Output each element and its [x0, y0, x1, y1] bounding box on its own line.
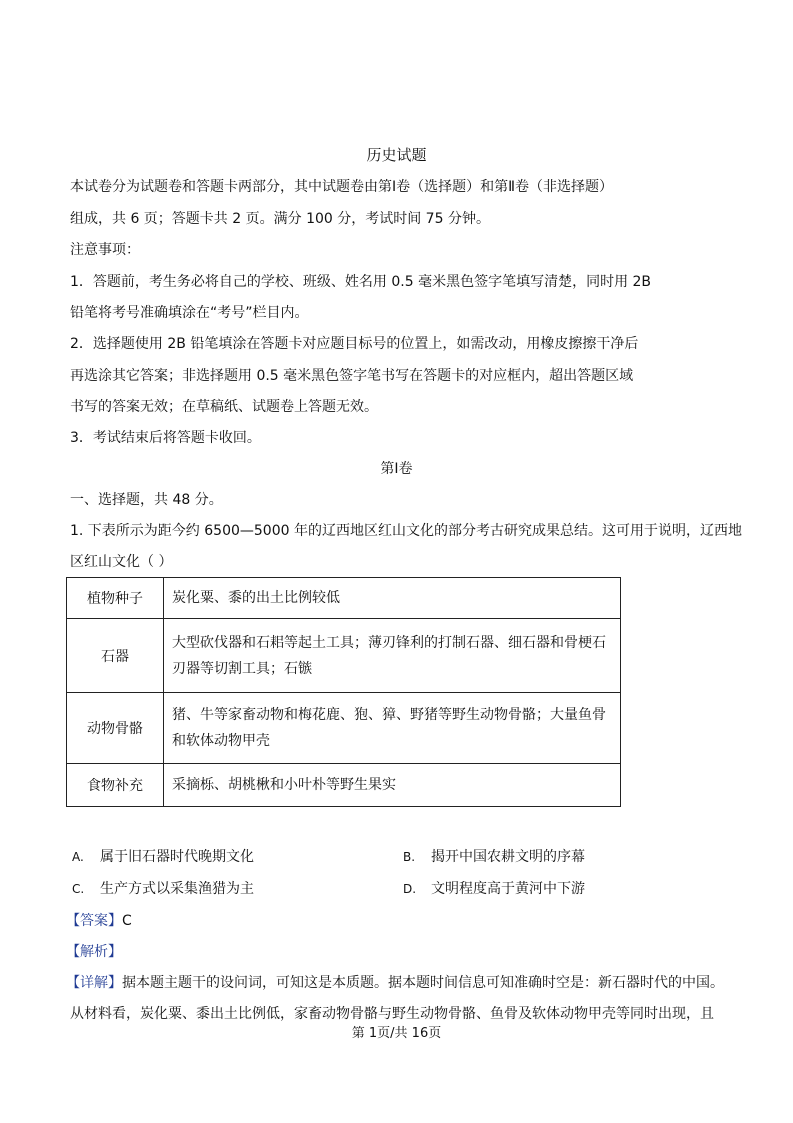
- option-b: [403, 847, 585, 867]
- note-2-line-3: 书写的答案无效；在草稿纸、试题卷上答题无效。: [70, 399, 378, 415]
- option-letter: C.: [72, 882, 85, 896]
- detail-text-1: 据本题主题干的设问词，可知这是本质题。据本题时间信息可知准确时空是：新石器时代的中国。: [122, 975, 724, 991]
- table-value-cell: 采摘栎、胡桃楸和小叶朴等野生果实: [164, 764, 621, 807]
- answer-line: [66, 911, 132, 931]
- option-text: 生产方式以采集渔猎为主: [100, 881, 254, 897]
- table-value-cell: 炭化粟、黍的出土比例较低: [164, 578, 621, 619]
- table-row: [67, 764, 621, 807]
- note-2-line-1: 2．选择题使用 2B 铅笔填涂在答题卡对应题目标号的位置上，如需改动，用橡皮擦擦干净后: [70, 336, 639, 352]
- answer-label: 【答案】: [66, 913, 122, 929]
- page-footer: 第 1页/共 16页: [351, 1026, 442, 1041]
- question-1-stem-line-2: 区红山文化（ ）: [70, 554, 173, 570]
- option-text: 揭开中国农耕文明的序幕: [431, 849, 585, 865]
- option-text: 文明程度高于黄河中下游: [431, 881, 585, 897]
- option-a: [72, 847, 254, 867]
- detail-line-1: [66, 973, 724, 993]
- note-3: 3．考试结束后将答题卡收回。: [70, 430, 261, 446]
- table-key-cell: 食物补充: [67, 764, 164, 807]
- note-1-line-2: 铅笔将考号准确填涂在“考号”栏目内。: [70, 305, 309, 321]
- table-row: [67, 578, 621, 619]
- table-key-cell: 石器: [67, 619, 164, 693]
- archaeology-table: [66, 577, 621, 807]
- intro-line-2: 组成，共 6 页；答题卡共 2 页。满分 100 分，考试时间 75 分钟。: [70, 211, 490, 227]
- answer-value: C: [122, 913, 132, 929]
- option-c: [72, 879, 254, 899]
- table-key-cell: 动物骨骼: [67, 693, 164, 764]
- table-row: [67, 693, 621, 764]
- table-row: [67, 619, 621, 693]
- notes-heading: 注意事项：: [70, 242, 140, 258]
- page-title: 历史试题: [366, 146, 427, 164]
- table-value-cell: 猪、牛等家畜动物和梅花鹿、狍、獐、野猪等野生动物骨骼；大量鱼骨和软体动物甲壳: [164, 693, 621, 764]
- note-2-line-2: 再选涂其它答案；非选择题用 0.5 毫米黑色签字笔书写在答题卡的对应框内，超出答题区域: [70, 368, 634, 384]
- analysis-label: 【解析】: [66, 944, 122, 960]
- option-letter: A.: [72, 850, 84, 864]
- option-text: 属于旧石器时代晚期文化: [100, 849, 254, 865]
- section-title: 第Ⅰ卷: [380, 461, 413, 477]
- option-letter: D.: [403, 882, 417, 896]
- intro-line-1: 本试卷分为试题卷和答题卡两部分，其中试题卷由第Ⅰ卷（选择题）和第Ⅱ卷（非选择题）: [70, 179, 614, 195]
- detail-label: 【详解】: [66, 975, 122, 991]
- option-d: [403, 879, 585, 899]
- section-part: 一、选择题，共 48 分。: [70, 492, 223, 508]
- note-1-line-1: 1．答题前，考生务必将自己的学校、班级、姓名用 0.5 毫米黑色签字笔填写清楚，同时用 2B: [70, 274, 652, 290]
- question-1-stem-line-1: 1. 下表所示为距今约 6500—5000 年的辽西地区红山文化的部分考古研究成果总结。这可用于说明，辽西地: [70, 523, 742, 539]
- analysis-line: [66, 942, 122, 962]
- detail-line-2: 从材料看，炭化粟、黍出土比例低，家畜动物骨骼与野生动物骨骼、鱼骨及软体动物甲壳等同时出现，且: [70, 1006, 714, 1022]
- table-key-cell: 植物种子: [67, 578, 164, 619]
- table-value-cell: 大型砍伐器和石耜等起土工具；薄刃锋利的打制石器、细石器和骨梗石刃器等切割工具；石镞: [164, 619, 621, 693]
- option-letter: B.: [403, 850, 416, 864]
